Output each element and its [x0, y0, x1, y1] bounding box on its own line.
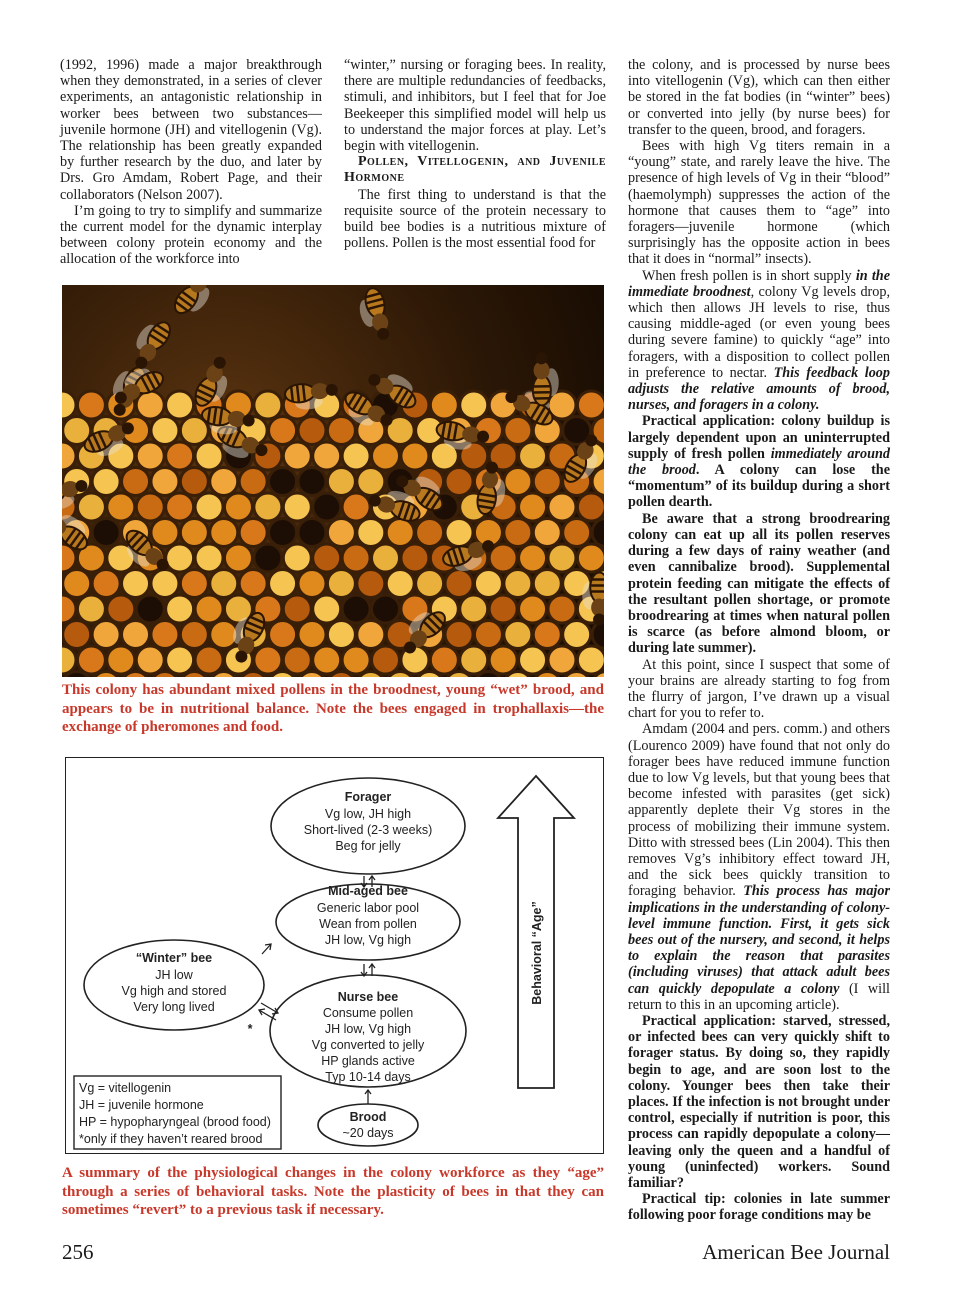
forager-title: Forager: [344, 790, 392, 804]
comb-cell: [401, 544, 429, 572]
comb-cell: [577, 391, 604, 419]
text-column-1: [60, 57, 322, 268]
comb-cell: [342, 595, 370, 623]
comb-cell: [62, 442, 76, 470]
legend-item: *only if they haven’t reared brood: [79, 1132, 263, 1146]
emphasis-text: This feedback loop adjusts the relative amounts of brood, nurses, and foragers in a colony.: [628, 364, 890, 414]
nurse-line: Consume pollen: [322, 1006, 414, 1020]
text-run: Practical application: colony buildup is largely dependent upon an uninterrupted supply of fresh pollen: [628, 413, 890, 462]
arrow-brood-to-nurse: [365, 1090, 371, 1104]
comb-cell: [77, 391, 105, 419]
brood-line: ~20 days: [342, 1126, 394, 1140]
comb-cell: [313, 442, 341, 470]
emphasis-text: immediately around the brood: [628, 445, 891, 479]
behavioral-age-label: Behavioral “Age”: [530, 901, 544, 1005]
comb-cell: [548, 493, 576, 521]
comb-cell: [180, 621, 208, 649]
comb-cell: [519, 646, 547, 674]
section-heading: Pollen, Vitellogenin, and Juvenile Hormone: [344, 154, 606, 186]
nurse-line: Typ 10-14 days: [325, 1070, 411, 1084]
comb-cell: [92, 621, 120, 649]
comb-cell: [533, 570, 561, 598]
comb-cell: [63, 570, 91, 598]
text-column-3: [628, 57, 890, 1224]
text-run: When fresh pollen is in short supply: [642, 267, 856, 284]
comb-cell: [107, 646, 135, 674]
comb-cell: [136, 391, 164, 419]
comb-cell: [504, 417, 532, 445]
comb-cell: [416, 519, 444, 547]
winter-line: Very long lived: [133, 1000, 215, 1014]
legend-item: JH = juvenile hormone: [79, 1098, 204, 1112]
comb-cell: [327, 519, 355, 547]
comb-cell: [122, 468, 150, 496]
comb-cell: [533, 621, 561, 649]
comb-cell: [283, 595, 311, 623]
comb-cell: [122, 570, 150, 598]
midaged-line: Wean from pollen: [319, 917, 417, 931]
comb-cell: [254, 493, 282, 521]
comb-cell: [504, 468, 532, 496]
paragraph: the colony, and is processed by nurse bees into vitellogenin (Vg), which can then either be stored in the fat bodies (in “winter” bees) or converted into jelly (by nurse bees) for transfer to the queen, brood, and foragers.: [628, 57, 890, 138]
paragraph: “winter,” nursing or foraging bees. In reality, there are multiple redundancies of feedbacks, stimuli, and inhibitors, but I feel that for Joe Beekeeper this simplified model will help us to understand the major forces at play. Let’s begin with vitellogenin.: [344, 57, 606, 155]
comb-cell: [401, 442, 429, 470]
comb-cell: [474, 570, 502, 598]
comb-cell: [210, 468, 238, 496]
comb-cell: [460, 595, 488, 623]
comb-cell: [269, 417, 297, 445]
comb-cell: [489, 646, 517, 674]
comb-cell: [313, 544, 341, 572]
comb-cell: [166, 493, 194, 521]
emphasis-text: in the immediate broodnest: [628, 267, 890, 300]
paragraph: I’m going to try to simplify and summarize the current model for the dynamic interplay between colony protein economy and the allocation of the workforce into: [60, 202, 322, 268]
paragraph: Be aware that a strong broodrearing colony can eat up all its pollen reserves during a few days of rainy weather (and even cannibalize brood). Supplemental protein feeding can mitigate the effects of the resultant pollen shortage, or promote broodrearing at times when natural pollen is scarce (as before almond bloom, or during late summer).: [628, 510, 890, 657]
comb-cell: [210, 570, 238, 598]
comb-cell: [357, 468, 385, 496]
legend-item: HP = hypopharyngeal (brood food): [79, 1115, 271, 1129]
comb-cell: [430, 391, 458, 419]
comb-cell: [533, 468, 561, 496]
comb-cell: [298, 570, 326, 598]
comb-cell: [327, 468, 355, 496]
comb-cell: [519, 442, 547, 470]
text-run: , colony Vg levels drop, which then allows JH levels to rise, thus causing middle-aged (or even young bees during severe famine) to quickly “age” into foragers, with a disposition to collect pollen in preference to nectar.: [628, 283, 890, 381]
journal-name: American Bee Journal: [702, 1240, 890, 1264]
comb-cell: [63, 621, 91, 649]
comb-cell: [239, 570, 267, 598]
comb-cell: [372, 442, 400, 470]
comb-cell: [195, 544, 223, 572]
page-number: 256: [62, 1240, 94, 1264]
comb-cell: [342, 493, 370, 521]
comb-cell: [92, 519, 120, 547]
text-run: Amdam (2004 and pers. comm.) and others (Lourenco 2009) have found that not only do forager bees have reduced immune function due to low Vg levels, but that young bees that become infested with parasites (get sick) apparently deplete their Vg stores in the process of mobilizing their immune system. Ditto with stressed bees (Lin 2004). This then removes Vg’s inhibitory effect toward JH, and the sick bees quickly transition to foraging behavior.: [628, 721, 890, 900]
comb-cell: [313, 646, 341, 674]
paragraph: (1992, 1996) made a major breakthrough when they demonstrated, in a series of clever experiments, an antagonistic relationship in worker bees between two substances—juvenile hormone (JH) and vitellogenin (Vg). The relationship has been greatly expanded by further research by the duo, and later by Drs. Gro Amdam, Robert Page, and their collaborators (Nelson 2007).: [60, 57, 322, 203]
comb-cell: [519, 544, 547, 572]
nurse-line: HP glands active: [321, 1054, 415, 1068]
comb-cell: [77, 646, 105, 674]
bee: [355, 286, 394, 344]
comb-cell: [254, 646, 282, 674]
comb-cell: [386, 519, 414, 547]
comb-cell: [548, 595, 576, 623]
midaged-title: Mid-aged bee: [328, 884, 408, 898]
comb-cell: [166, 595, 194, 623]
comb-cell: [592, 519, 604, 547]
comb-cell: [577, 646, 604, 674]
text-run: (I will return to this in an upcoming article).: [628, 980, 890, 1013]
bee: [170, 285, 222, 322]
comb-cell: [592, 468, 604, 496]
comb-cell: [180, 468, 208, 496]
comb-cell: [563, 519, 591, 547]
practical-application: [628, 413, 890, 510]
comb-cell: [489, 595, 517, 623]
nurse-line: Vg converted to jelly: [311, 1038, 425, 1052]
comb-cell: [298, 519, 326, 547]
comb-cell: [122, 621, 150, 649]
comb-cell: [210, 519, 238, 547]
comb-cell: [136, 595, 164, 623]
comb-cell: [460, 391, 488, 419]
comb-cell: [92, 468, 120, 496]
comb-cell: [166, 544, 194, 572]
nurse-title: Nurse bee: [337, 990, 399, 1004]
comb-cell: [254, 544, 282, 572]
comb-cell: [357, 519, 385, 547]
comb-cell: [136, 493, 164, 521]
comb-cell: [62, 391, 76, 419]
comb-cell: [548, 646, 576, 674]
comb-cell: [519, 595, 547, 623]
comb-cell: [519, 493, 547, 521]
comb-cell: [445, 570, 473, 598]
nurse-line: JH low, Vg high: [324, 1022, 412, 1036]
comb-cell: [239, 468, 267, 496]
forager-line: Vg low, JH high: [324, 807, 412, 821]
comb-cell: [504, 519, 532, 547]
legend-item: Vg = vitellogenin: [79, 1081, 172, 1095]
emphasis-text: This process has major implications in the understanding of colony-level immune function. First, it gets sick bees out of the nursery, and second, it helps to explain the reason that parasites (including viruses) that attack adult bees can quickly depopulate a colony: [628, 883, 890, 997]
comb-cell: [577, 493, 604, 521]
comb-cell: [254, 391, 282, 419]
winter-line: Vg high and stored: [121, 984, 227, 998]
comb-cell: [180, 519, 208, 547]
comb-cell: [327, 621, 355, 649]
comb-cell: [166, 391, 194, 419]
comb-cell: [474, 621, 502, 649]
comb-cell: [357, 621, 385, 649]
comb-cell: [195, 646, 223, 674]
comb-cell: [269, 570, 297, 598]
brood-title: Brood: [349, 1110, 387, 1124]
comb-cell: [342, 442, 370, 470]
comb-cell: [533, 519, 561, 547]
comb-cell: [430, 646, 458, 674]
comb-cell: [563, 621, 591, 649]
paragraph: The first thing to understand is that the requisite source of the protein necessary to build bee bodies is a nutritious mixture of pollens. Pollen is the most essential food for: [344, 186, 606, 252]
comb-cell: [445, 621, 473, 649]
comb-cell: [224, 544, 252, 572]
arrow-winter-nurse: [259, 1003, 278, 1020]
bee: [124, 314, 175, 373]
comb-cell: [151, 468, 179, 496]
comb-cell: [92, 570, 120, 598]
comb-cell: [269, 468, 297, 496]
comb-cell: [372, 646, 400, 674]
practical-tip: Practical tip: colonies in late summer following poor forage conditions may be: [628, 1191, 890, 1224]
comb-cell: [151, 570, 179, 598]
paragraph: [628, 721, 890, 1013]
paragraph: Bees with high Vg titers remain in a “young” state, and rarely leave the hive. The presence of high levels of Vg in their “blood” (haemolymph) suppresses the action of the hormone that causes them to “age” into foragers—juvenile hormone (which surprisingly has the opposite action in bees that it does in “normal” insects).: [628, 138, 890, 268]
comb-cell: [195, 595, 223, 623]
comb-cell: [166, 442, 194, 470]
honeycomb-illustration: [62, 285, 604, 677]
comb-cell: [166, 646, 194, 674]
diagram-caption: A summary of the physiological changes in the colony workforce as they “age” through a series of behavioral tasks. Note the plasticity of bees in that they can sometimes “revert” to a previous task if necessary.: [62, 1165, 604, 1218]
workforce-diagram: [65, 757, 604, 1154]
comb-cell: [460, 646, 488, 674]
winter-line: JH low: [155, 968, 193, 982]
comb-cell: [357, 570, 385, 598]
comb-cell: [283, 493, 311, 521]
comb-cell: [298, 468, 326, 496]
comb-cell: [77, 493, 105, 521]
comb-cell: [151, 519, 179, 547]
comb-cell: [342, 544, 370, 572]
midaged-line: Generic labor pool: [316, 901, 420, 915]
comb-cell: [195, 493, 223, 521]
comb-cell: [62, 646, 76, 674]
comb-cell: [577, 544, 604, 572]
comb-cell: [136, 646, 164, 674]
comb-cell: [548, 544, 576, 572]
comb-cell: [504, 570, 532, 598]
comb-cell: [269, 621, 297, 649]
paragraph: [628, 268, 890, 414]
comb-cell: [445, 519, 473, 547]
comb-cell: [327, 417, 355, 445]
paragraph: At this point, since I suspect that some of your brains are already starting to fog from the flurry of jargon, I’ve drawn up a visual chart for you to refer to.: [628, 656, 890, 722]
comb-cell: [283, 442, 311, 470]
comb-cell: [151, 417, 179, 445]
comb-cell: [269, 519, 297, 547]
comb-cell: [504, 621, 532, 649]
comb-cell: [298, 417, 326, 445]
comb-cell: [386, 570, 414, 598]
comb-cell: [151, 621, 179, 649]
comb-cell: [327, 570, 355, 598]
forager-line: Short-lived (2-3 weeks): [303, 823, 433, 837]
comb-cell: [62, 595, 76, 623]
bee-comb-photo: [62, 285, 604, 677]
text-column-2: [344, 57, 606, 251]
comb-cell: [195, 442, 223, 470]
comb-cell: [136, 442, 164, 470]
comb-cell: [77, 595, 105, 623]
comb-cell: [224, 493, 252, 521]
photo-caption: This colony has abundant mixed pollens in the broodnest, young “wet” brood, and appears to be in nutritional balance. Note the bees engaged in trophallaxis—the exchange of pheromones and food.: [62, 682, 604, 735]
arrow-winter-to-midaged: [262, 944, 271, 954]
comb-cell: [372, 595, 400, 623]
forager-line: Beg for jelly: [335, 839, 401, 853]
diagram-svg: [66, 758, 603, 1153]
comb-cell: [372, 544, 400, 572]
winter-title: “Winter” bee: [135, 951, 213, 965]
comb-cell: [107, 595, 135, 623]
comb-cell: [298, 621, 326, 649]
midaged-line: JH low, Vg high: [324, 933, 412, 947]
comb-cell: [283, 544, 311, 572]
comb-cell: [416, 570, 444, 598]
asterisk-mark: *: [247, 1022, 253, 1036]
comb-cell: [283, 646, 311, 674]
comb-cell: [445, 468, 473, 496]
comb-cell: [313, 595, 341, 623]
comb-cell: [342, 646, 370, 674]
comb-cell: [180, 570, 208, 598]
comb-cell: [107, 493, 135, 521]
comb-cell: [313, 493, 341, 521]
practical-application: Practical application: starved, stressed, or infected bees can very quickly shift to forager status. By doing so, they rapidly begin to age, and are soon lost to the colony. Younger bees then take their places. If the infection is not brought under control, especially if nutrition is poor, this process can rapidly depopulate a colony—leaving only the queen and a handful of young (uninfected) workers. Sound familiar?: [628, 1012, 890, 1192]
text-run: . A colony can lose the “momentum” of its buildup during a short pollen dearth.: [628, 462, 890, 511]
comb-cell: [239, 519, 267, 547]
